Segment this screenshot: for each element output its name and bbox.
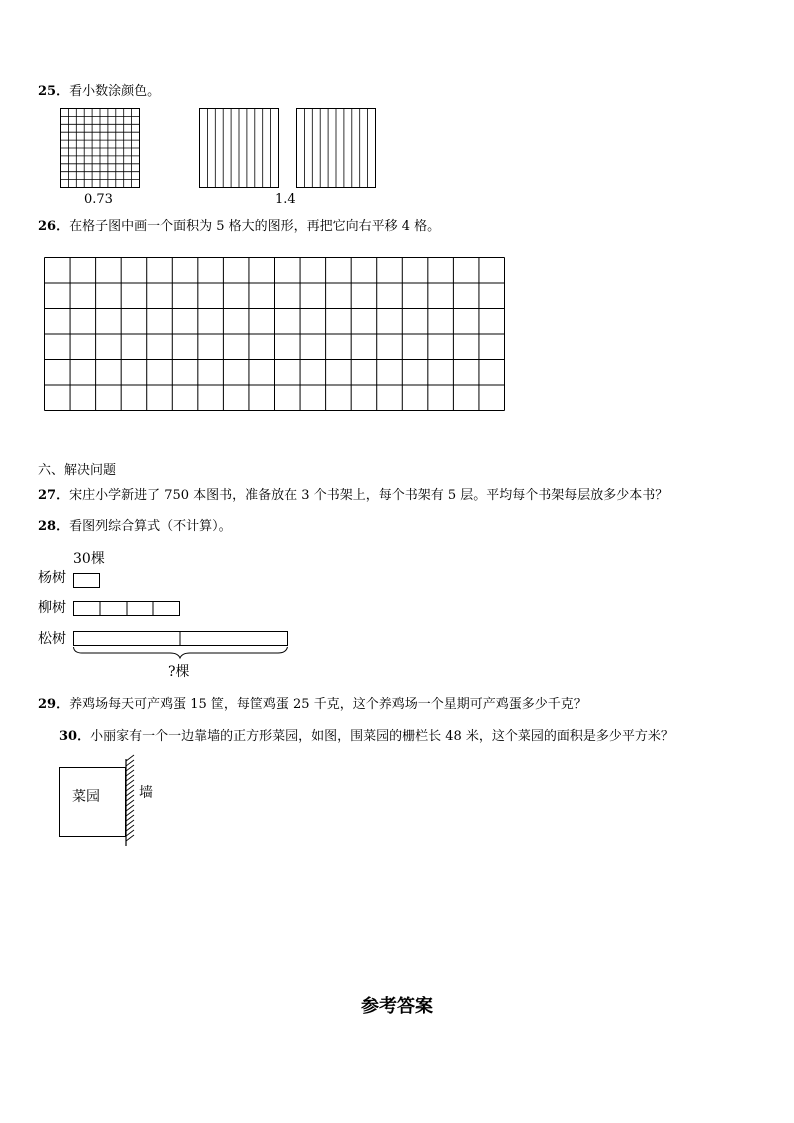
garden-label: 菜园 (72, 789, 100, 805)
row-label-willow: 柳树 (38, 600, 66, 616)
question-28 (38, 519, 232, 535)
question-26 (38, 219, 440, 235)
hatch-line (126, 835, 134, 841)
hatch-line (126, 770, 134, 776)
hatch-line (126, 785, 134, 791)
hatch-line (126, 780, 134, 786)
hatch-line (126, 805, 134, 811)
question-text: 看图列综合算式（不计算）。 (69, 519, 232, 534)
question-text: 养鸡场每天可产鸡蛋 15 筐，每筐鸡蛋 25 千克，这个养鸡场一个星期可产鸡蛋多少千克？ (69, 697, 587, 712)
question-number: 27． (38, 488, 70, 503)
question-25 (38, 84, 160, 100)
section-title: 六、解决问题 (38, 463, 117, 478)
hatch-line (126, 815, 134, 821)
total-brace (74, 647, 288, 658)
total-label: ?棵 (168, 664, 190, 680)
hatch-line (126, 755, 134, 761)
row-label-pine: 松树 (38, 631, 66, 647)
question-27 (38, 488, 668, 504)
hatch-line (126, 760, 134, 766)
question-29 (38, 697, 587, 713)
hatch-line (126, 830, 134, 836)
hatch-line (126, 800, 134, 806)
question-text: 小丽家有一个一边靠墙的正方形菜园，如图，围菜园的栅栏长 48 米，这个菜园的面积是多少平方米？ (90, 729, 674, 744)
question-text: 宋庄小学新进了 750 本图书，准备放在 3 个书架上，每个书架有 5 层。平均每个书架每层放多少本书？ (69, 488, 669, 503)
hatch-line (126, 810, 134, 816)
hatch-line (126, 825, 134, 831)
question-number: 30． (59, 729, 91, 744)
poplar-bar (74, 574, 100, 588)
question-number: 26． (38, 219, 70, 234)
strip-square-1 (199, 108, 280, 189)
hatch-line (126, 765, 134, 771)
hundred-grid (60, 108, 141, 189)
question-number: 28． (38, 519, 70, 534)
hatch-line (126, 795, 134, 801)
hatch-line (126, 775, 134, 781)
hatch-line (126, 820, 134, 826)
unit-label: 30棵 (73, 551, 105, 567)
row-label-poplar: 杨树 (38, 570, 66, 586)
question-text: 看小数涂颜色。 (69, 84, 161, 99)
wall-label: 墙 (139, 785, 153, 801)
question-30 (59, 729, 674, 745)
strip-square-2 (296, 108, 377, 189)
answers-title: 参考答案 (361, 996, 433, 1017)
hatch-line (126, 790, 134, 796)
question-number: 29． (38, 697, 70, 712)
question-number: 25． (38, 84, 70, 99)
label-1-4: 1.4 (275, 192, 296, 207)
square-grid (44, 257, 506, 412)
label-0-73: 0.73 (84, 192, 113, 207)
segment-diagram (70, 570, 295, 660)
question-text: 在格子图中画一个面积为 5 格大的图形，再把它向右平移 4 格。 (69, 219, 441, 234)
